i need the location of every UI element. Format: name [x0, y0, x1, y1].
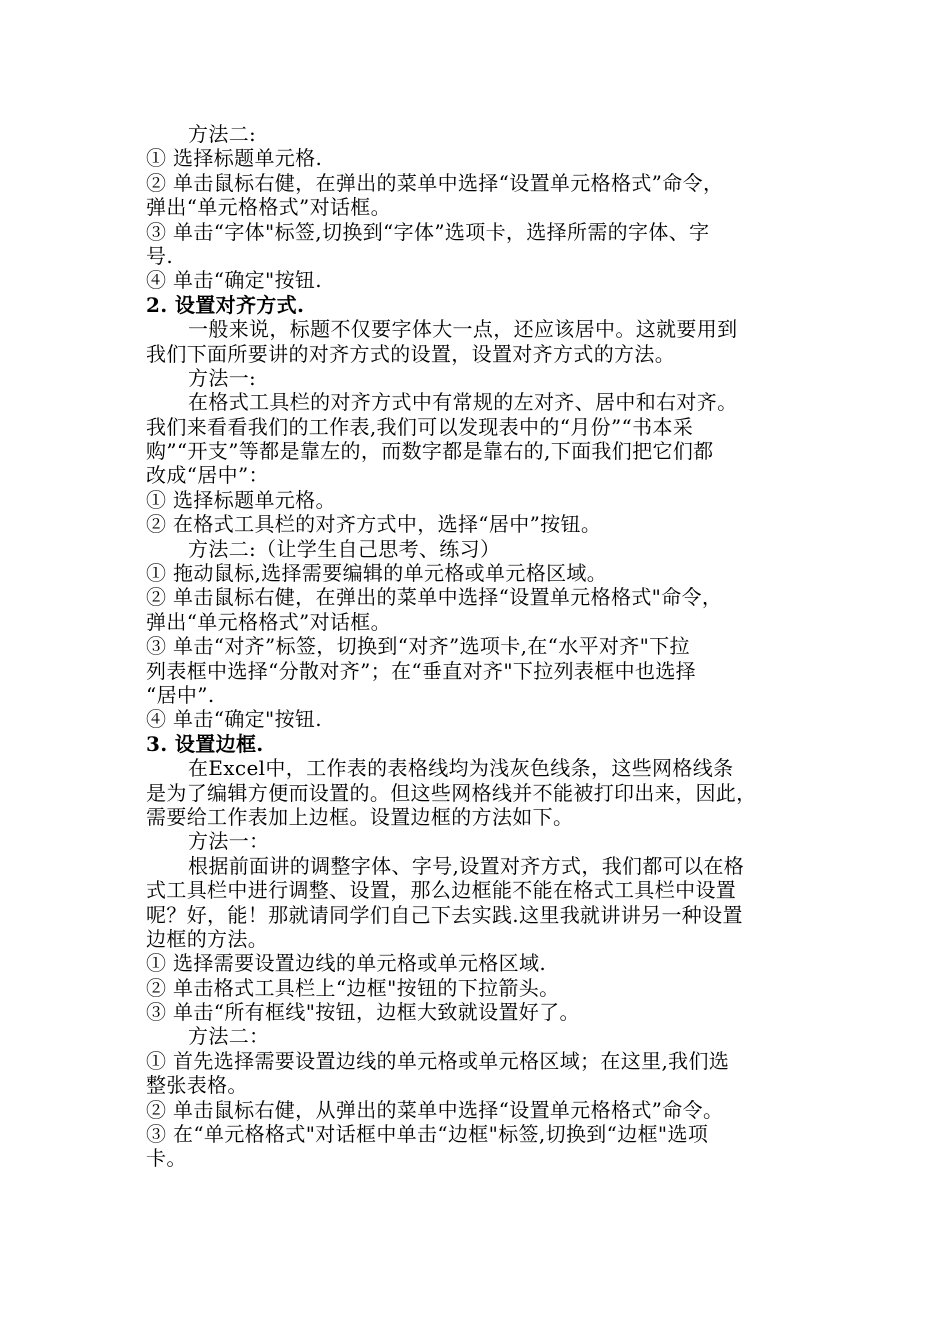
text-line: 根据前面讲的调整字体、字号,设置对齐方式，我们都可以在格: [188, 853, 745, 878]
text-line: 一般来说，标题不仅要字体大一点，还应该居中。这就要用到: [188, 317, 738, 342]
text-line: 式工具栏中进行调整、设置，那么边框能不能在格式工具栏中设置: [146, 878, 737, 903]
text-line: ② 单击鼠标右健，在弹出的菜单中选择“设置单元格格式”命令，: [146, 170, 724, 195]
text-line: 在格式工具栏的对齐方式中有常规的左对齐、居中和右对齐。: [188, 390, 738, 415]
text-line: ② 在格式工具栏的对齐方式中，选择“居中”按钮。: [146, 512, 602, 537]
text-line: 需要给工作表加上边框。设置边框的方法如下。: [146, 804, 574, 829]
text-line: 购”“开支”等都是靠左的，而数字都是靠右的,下面我们把它们都: [146, 439, 714, 464]
text-line: 边框的方法。: [146, 926, 269, 951]
section-heading: 2. 设置对齐方式.: [146, 292, 305, 317]
text-line: 弹出“单元格格式”对话框。: [146, 195, 391, 220]
text-line: ③ 单击“字体"标签,切换到“字体”选项卡，选择所需的字体、字: [146, 219, 710, 244]
text-line: 号.: [146, 243, 174, 268]
text-line: “居中”.: [146, 682, 215, 707]
text-line: 方法二:: [188, 122, 257, 146]
text-line: 我们下面所要讲的对齐方式的设置，设置对齐方式的方法。: [146, 341, 676, 366]
text-line: 改成“居中”：: [146, 463, 269, 488]
text-line: ② 单击鼠标右健，从弹出的菜单中选择“设置单元格格式”命令。: [146, 1097, 724, 1122]
text-line: ① 首先选择需要设置边线的单元格或单元格区域；在这里,我们选: [146, 1048, 730, 1073]
text-line: ④ 单击“确定"按钮.: [146, 268, 322, 293]
text-line: ③ 单击“对齐”标签，切换到“对齐”选项卡,在“水平对齐"下拉: [146, 634, 690, 659]
text-line: 在Excel中，工作表的表格线均为浅灰色线条，这些网格线条: [188, 756, 734, 781]
text-line: ① 拖动鼠标,选择需要编辑的单元格或单元格区域。: [146, 561, 608, 586]
text-line: ③ 在“单元格格式"对话框中单击“边框"标签,切换到“边框"选项: [146, 1122, 709, 1147]
text-line: ④ 单击“确定"按钮.: [146, 707, 322, 732]
text-line: 方法一:: [188, 365, 257, 390]
text-line: ① 选择需要设置边线的单元格或单元格区域.: [146, 951, 547, 976]
text-line: 列表框中选择“分散对齐”；在“垂直对齐"下拉列表框中也选择: [146, 658, 697, 683]
text-line: 呢？好，能！那就请同学们自己下去实践.这里我就讲讲另一种设置: [146, 902, 743, 927]
document-body: [146, 122, 810, 1171]
text-line: 方法二：: [188, 1024, 270, 1049]
text-line: 整张表格。: [146, 1073, 248, 1098]
text-line: ② 单击格式工具栏上“边框"按钮的下拉箭头。: [146, 975, 560, 1000]
text-line: 方法二:（让学生自己思考、练习）: [188, 536, 501, 561]
text-line: 弹出“单元格格式”对话框。: [146, 609, 391, 634]
text-line: 是为了编辑方便而设置的。但这些网格线并不能被打印出来，因此，: [146, 780, 757, 805]
text-line: 我们来看看我们的工作表,我们可以发现表中的“月份”“书本采: [146, 414, 694, 439]
text-line: ③ 单击“所有框线"按钮，边框大致就设置好了。: [146, 1000, 580, 1025]
text-line: 方法一：: [188, 829, 270, 854]
text-line: ① 选择标题单元格。: [146, 487, 336, 512]
text-line: ① 选择标题单元格.: [146, 146, 323, 171]
section-heading: 3. 设置边框.: [146, 731, 264, 756]
text-line: ② 单击鼠标右健，在弹出的菜单中选择“设置单元格格式"命令，: [146, 585, 723, 610]
text-line: 卡。: [146, 1146, 187, 1171]
